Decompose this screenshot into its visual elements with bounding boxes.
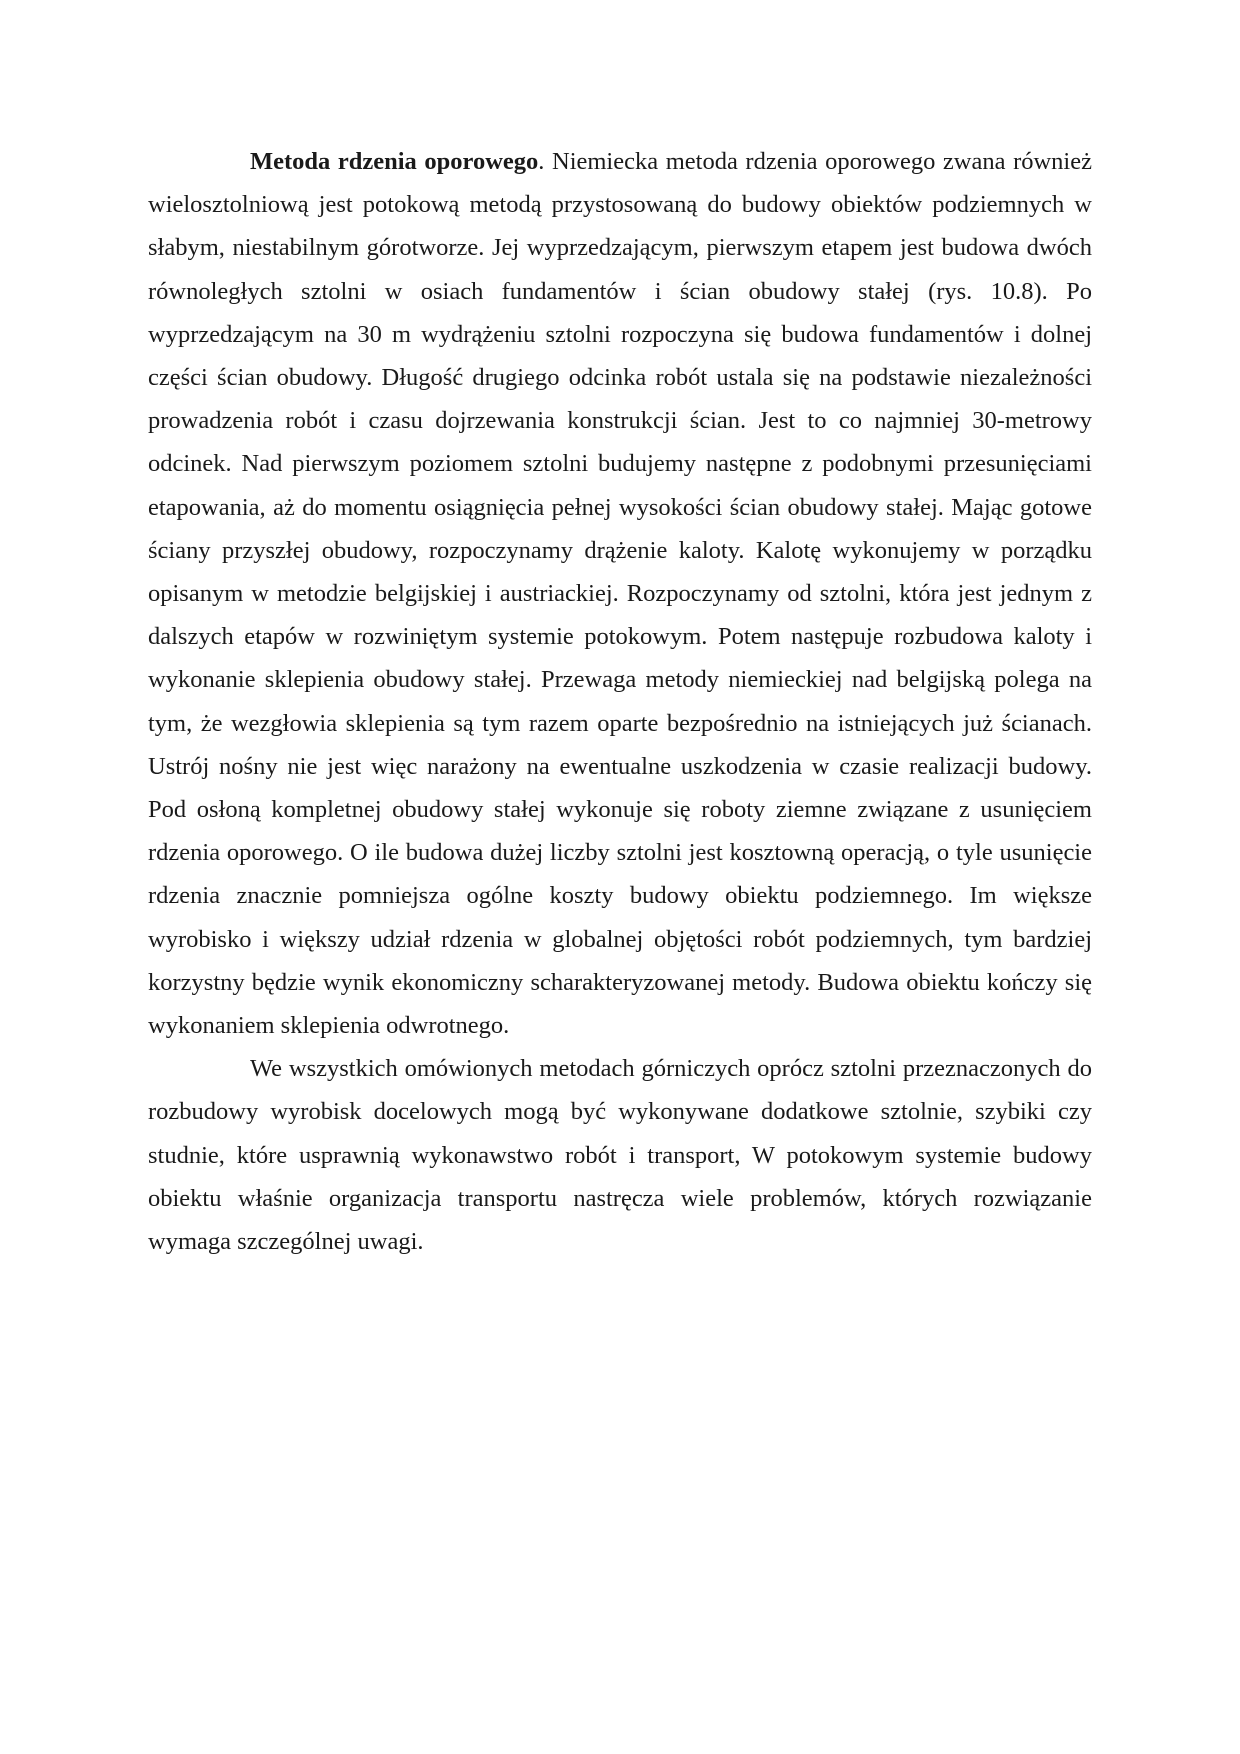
document-text	[148, 140, 1092, 1263]
paragraph-1-body: . Niemiecka metoda rdzenia oporowego zwana również wielosztolniową jest potokową metodą przystosowaną do budowy obiektów podziemnych w słabym, niestabilnym górotworze. Jej wyprzedzającym, pierwszym etapem jest budowa dwóch równoległych sztolni w osiach fundamentów i ścian obudowy stałej (rys. 10.8). Po wyprzedzającym na 30 m wydrążeniu sztolni rozpoczyna się budowa fundamentów i dolnej części ścian obudowy. Długość drugiego odcinka robót ustala się na podstawie niezależności prowadzenia robót i czasu dojrzewania konstrukcji ścian. Jest to co najmniej 30-metrowy odcinek. Nad pierwszym poziomem sztolni budujemy następne z podobnymi przesunięciami etapowania, aż do momentu osiągnięcia pełnej wysokości ścian obudowy stałej. Mając gotowe ściany przyszłej obudowy, rozpoczynamy drążenie kaloty. Kalotę wykonujemy w porządku opisanym w metodzie belgijskiej i austriackiej. Rozpoczynamy od sztolni, która jest jednym z dalszych etapów w rozwiniętym systemie potokowym. Potem następuje rozbudowa kaloty i wykonanie sklepienia obudowy stałej. Przewaga metody niemieckiej nad belgijską polega na tym, że wezgłowia sklepienia są tym razem oparte bezpośrednio na istniejących już ścianach. Ustrój nośny nie jest więc narażony na ewentualne uszkodzenia w czasie realizacji budowy. Pod osłoną kompletnej obudowy stałej wykonuje się roboty ziemne związane z usunięciem rdzenia oporowego. O ile budowa dużej liczby sztolni jest kosztowną operacją, o tyle usunięcie rdzenia znacznie pomniejsza ogólne koszty budowy obiektu podziemnego. Im większe wyrobisko i większy udział rdzenia w globalnej objętości robót podziemnych, tym bardziej korzystny będzie wynik ekonomiczny scharakteryzowanej metody. Budowa obiektu kończy się wykonaniem sklepienia odwrotnego.	[148, 148, 1092, 1040]
paragraph-2-body: We wszystkich omówionych metodach górniczych oprócz sztolni przeznaczonych do rozbudowy wyrobisk docelowych mogą być wykonywane dodatkowe sztolnie, szybiki czy studnie, które usprawnią wykonawstwo robót i transport, W potokowym systemie budowy obiektu właśnie organizacja transportu nastręcza wiele problemów, których rozwiązanie wymaga szczególnej uwagi.	[148, 1055, 1092, 1256]
paragraph-1	[148, 140, 1092, 1047]
paragraph-2	[148, 1047, 1092, 1263]
section-heading: Metoda rdzenia oporowego	[250, 148, 539, 175]
